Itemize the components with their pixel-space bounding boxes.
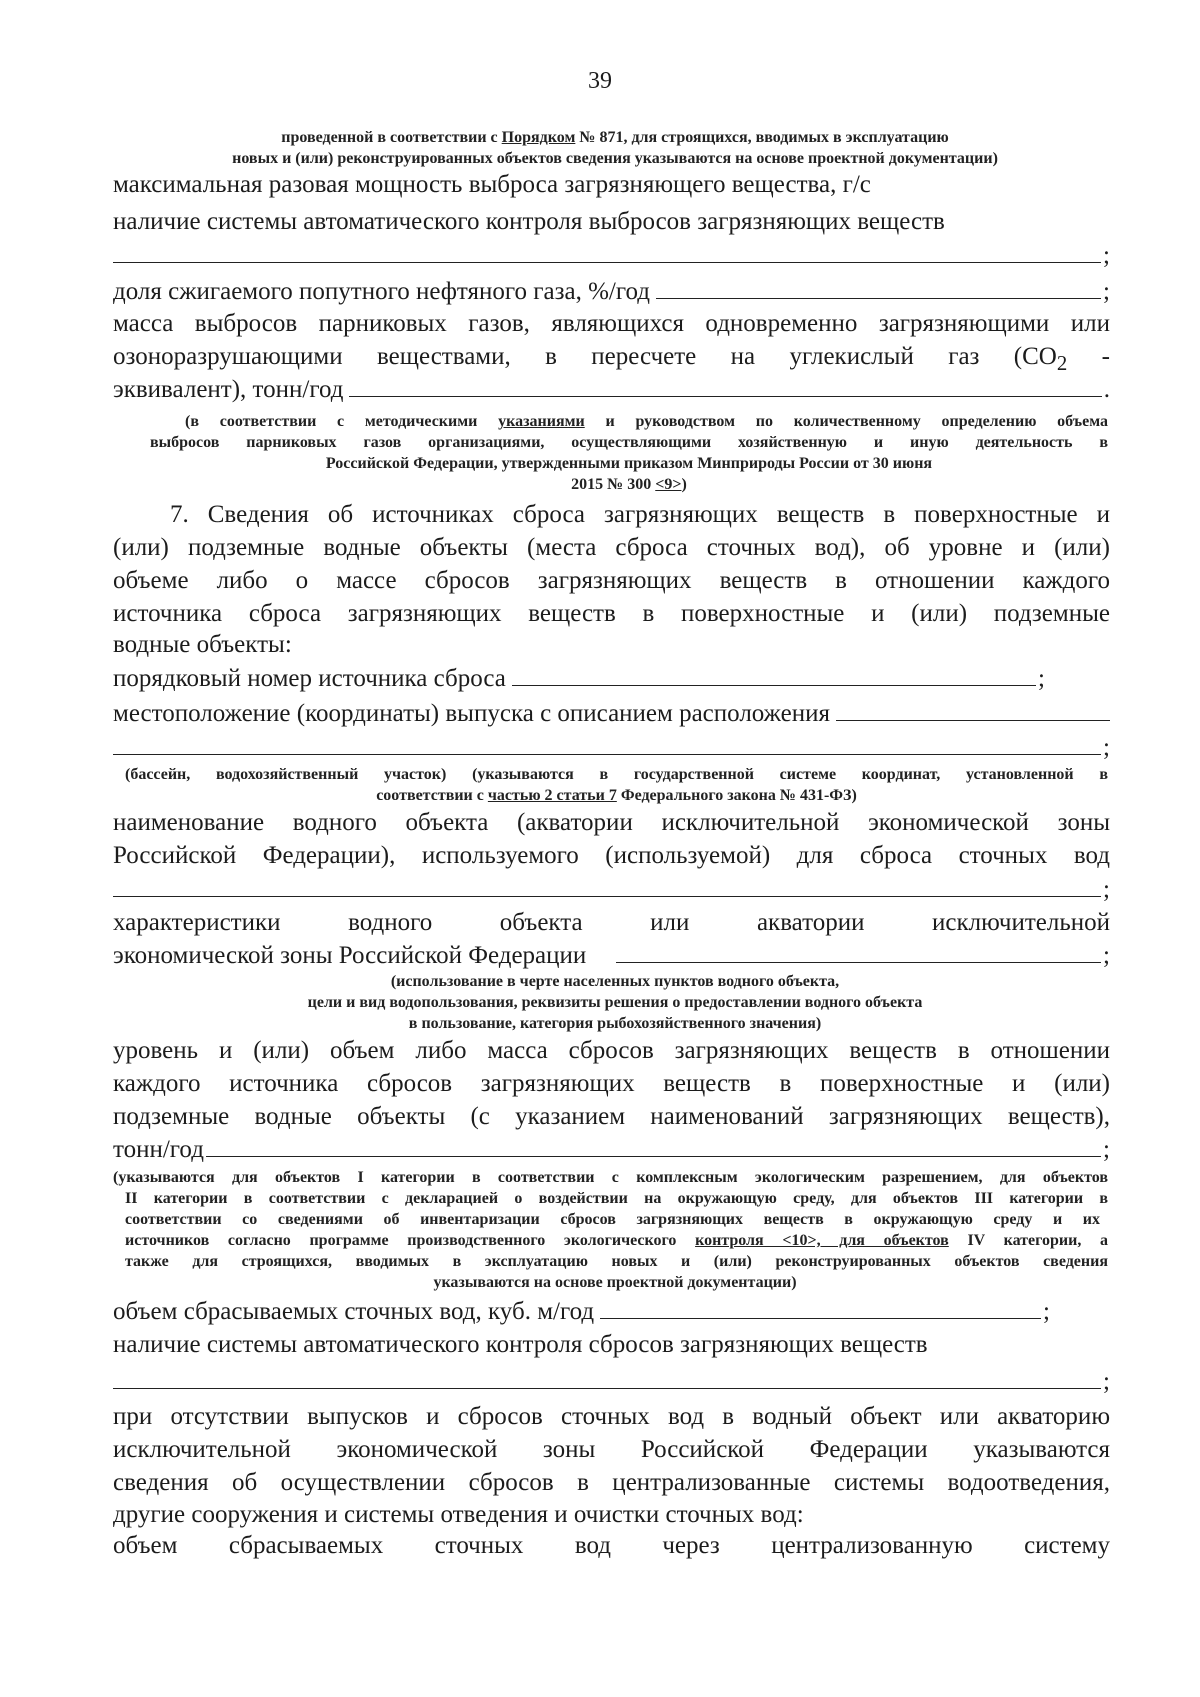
level-note-line-1: (указываются для объектов I категории в соответствии с комплексным экологическим разрешением, для объектов: [113, 1169, 1108, 1186]
greenhouse-line-3: эквивалент), тонн/год .: [113, 376, 1110, 403]
volume-line: объем сбрасываемых сточных вод, куб. м/год ;: [113, 1298, 1050, 1325]
section-7-line-1: 7. Сведения об источниках сброса загрязняющих веществ в поверхностные и: [170, 501, 1110, 528]
absence-line-3: сведения об осуществлении сбросов в централизованные системы водоотведения,: [113, 1469, 1110, 1496]
characteristics-line-2: экономической зоны Российской Федерации ;: [113, 942, 1110, 969]
auto-control-emissions-input[interactable]: [113, 240, 1101, 263]
footnote-9-link[interactable]: <9>: [655, 476, 682, 493]
greenhouse-line-1: масса выбросов парниковых газов, являющихся одновременно загрязняющими или: [113, 310, 1110, 337]
characteristics-line-1: характеристики водного объекта или акватории исключительной: [113, 909, 1110, 936]
characteristics-note-line-3: в пользование, категория рыбохозяйственного значения): [408, 1015, 822, 1032]
guidelines-link[interactable]: указаниями: [498, 413, 585, 430]
order-871-link[interactable]: Порядком: [501, 129, 576, 146]
water-body-line-2: Российской Федерации), используемого (используемой) для сброса сточных вод: [113, 842, 1110, 869]
level-line-4: тонн/год ;: [113, 1136, 1110, 1163]
greenhouse-line-2: озоноразрушающими веществами, в пересчете на углекислый газ ($CO_2$ -: [113, 343, 1110, 375]
greenhouse-note-line-4: 2015 № 300 <9>): [571, 476, 687, 493]
section-7-line-5: водные объекты:: [113, 631, 292, 658]
greenhouse-input[interactable]: [349, 374, 1101, 397]
auto-control-emissions-line: наличие системы автоматического контроля выбросов загрязняющих веществ: [113, 208, 945, 235]
water-body-input[interactable]: [113, 874, 1101, 897]
location-input-1[interactable]: [836, 698, 1110, 721]
max-power-line: максимальная разовая мощность выброса загрязняющего вещества, г/с: [113, 171, 871, 198]
level-note-line-2: II категории в соответствии с декларацией о воздействии на окружающую среду, для объектов III категории в: [125, 1190, 1108, 1207]
greenhouse-note-line-1: (в соответствии с методическими указаниями и руководством по количественному определению объема: [185, 413, 1108, 430]
section-7-line-2: (или) подземные водные объекты (места сброса сточных вод), об уровне и (или): [113, 534, 1110, 561]
characteristics-note-line-2: цели и вид водопользования, реквизиты решения о предоставлении водного объекта: [307, 994, 923, 1011]
location-note-line-1: (бассейн, водохозяйственный участок) (указываются в государственной системе координат, установленной в: [125, 766, 1108, 783]
source-number-line: порядковый номер источника сброса ;: [113, 665, 1045, 692]
location-field-2: ;: [113, 732, 1110, 763]
central-volume-line: объем сбрасываемых сточных вод через централизованную систему: [113, 1532, 1110, 1559]
level-line-3: подземные водные объекты (с указанием наименований загрязняющих веществ),: [113, 1103, 1110, 1130]
level-note-line-3: соответствии со сведениями об инвентаризации сбросов загрязняющих веществ в окружающую среду и их: [125, 1211, 1100, 1228]
water-body-field: ;: [113, 874, 1110, 905]
top-note-line-1: проведенной в соответствии с Порядком № 871, для строящихся, вводимых в эксплуатацию: [281, 129, 949, 146]
location-input-2[interactable]: [113, 732, 1101, 755]
level-input[interactable]: [206, 1134, 1101, 1157]
auto-control-discharges-field: ;: [113, 1366, 1110, 1397]
greenhouse-note-line-2: выбросов парниковых газов организациями, осуществляющими хозяйственную и иную деятельность в: [150, 434, 1108, 451]
absence-line-2: исключительной экономической зоны Российской Федерации указываются: [113, 1436, 1110, 1463]
water-body-line-1: наименование водного объекта (акватории исключительной экономической зоны: [113, 809, 1110, 836]
gas-share-line: доля сжигаемого попутного нефтяного газа, %/год ;: [113, 278, 1110, 305]
greenhouse-note-line-3: Российской Федерации, утвержденными приказом Минприроды России от 30 июня: [325, 455, 933, 472]
footnote-10-link[interactable]: контроля <10>, для объектов: [695, 1232, 949, 1249]
level-line-2: каждого источника сбросов загрязняющих веществ в поверхностные и (или): [113, 1070, 1110, 1097]
gas-share-input[interactable]: [656, 276, 1101, 299]
level-note-line-6: указываются на основе проектной документации): [433, 1274, 797, 1291]
absence-line-4: другие сооружения и системы отведения и очистки сточных вод:: [113, 1501, 804, 1528]
level-note-line-5: также для строящихся, вводимых в эксплуатацию новых и (или) реконструированных объектов сведения: [125, 1253, 1108, 1270]
level-note-line-4: источников согласно программе производственного экологического контроля <10>, для объектов IV категории, а: [125, 1232, 1109, 1249]
level-line-1: уровень и (или) объем либо масса сбросов загрязняющих веществ в отношении: [113, 1037, 1110, 1064]
top-note-line-2: новых и (или) реконструированных объектов сведения указываются на основе проектной документации): [232, 150, 998, 167]
location-note-line-2: соответствии с частью 2 статьи 7 Федерального закона № 431-ФЗ): [376, 787, 857, 804]
volume-input[interactable]: [600, 1296, 1041, 1319]
absence-line-1: при отсутствии выпусков и сбросов сточных вод в водный объект или акваторию: [113, 1403, 1110, 1430]
section-7-line-4: источника сброса загрязняющих веществ в поверхностные и (или) подземные: [113, 600, 1110, 627]
source-number-input[interactable]: [512, 663, 1036, 686]
auto-control-emissions-field: ;: [113, 240, 1110, 271]
section-7-line-3: объеме либо о массе сбросов загрязняющих веществ в отношении каждого: [113, 567, 1110, 594]
characteristics-note-line-1: (использование в черте населенных пунктов водного объекта,: [390, 973, 840, 990]
characteristics-input[interactable]: [616, 940, 1101, 963]
law-431-link[interactable]: частью 2 статьи 7: [487, 787, 617, 804]
location-line: местоположение (координаты) выпуска с описанием расположения: [113, 698, 1110, 729]
auto-control-discharges-line: наличие системы автоматического контроля сбросов загрязняющих веществ: [113, 1331, 928, 1358]
auto-control-discharges-input[interactable]: [113, 1366, 1101, 1389]
page-number: 39: [588, 68, 612, 94]
